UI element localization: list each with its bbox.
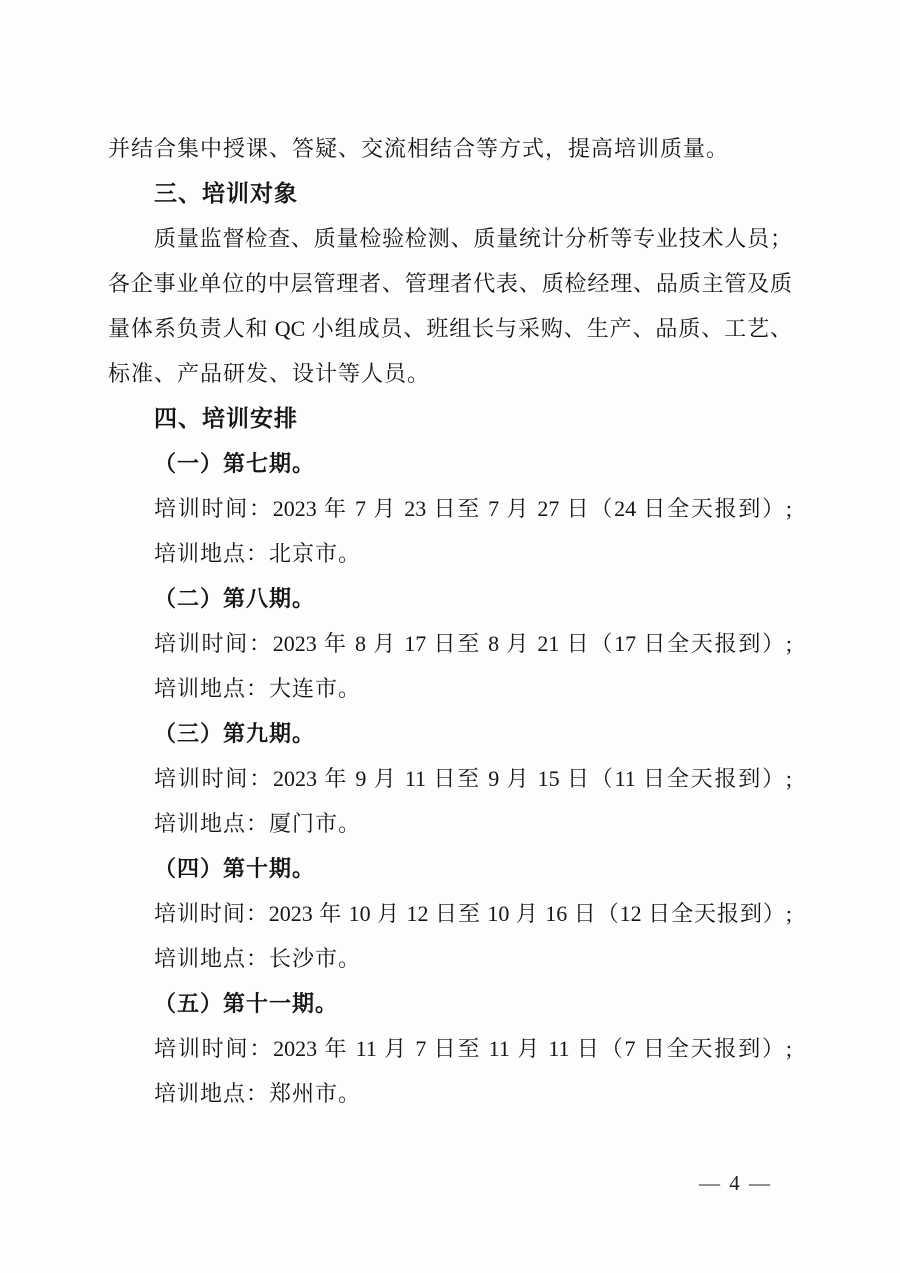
session-time: 培训时间：2023 年 8 月 17 日至 8 月 21 日（17 日全天报到）;: [154, 631, 792, 656]
paragraph-line: 量体系负责人和 QC 小组成员、班组长与采购、生产、品质、工艺、: [108, 316, 792, 341]
session-title: （二）第八期。: [154, 586, 316, 611]
session-time: 培训时间：2023 年 11 月 7 日至 11 月 11 日（7 日全天报到）;: [154, 1036, 792, 1061]
session-location: 培训地点：北京市。: [154, 541, 362, 566]
paragraph-continuation-line: 并结合集中授课、答疑、交流相结合等方式，提高培训质量。: [108, 136, 730, 161]
session-title: （四）第十期。: [154, 856, 316, 881]
page-number: — 4 —: [699, 1171, 772, 1195]
document-body: [108, 126, 792, 1116]
paragraph-line: 标准、产品研发、设计等人员。: [108, 361, 431, 386]
session-location: 培训地点：厦门市。: [154, 811, 362, 836]
session-time: 培训时间：2023 年 10 月 12 日至 10 月 16 日（12 日全天报到）;: [154, 901, 792, 926]
paragraph-line: 质量监督检查、质量检验检测、质量统计分析等专业技术人员；: [154, 226, 792, 251]
session-time: 培训时间：2023 年 9 月 11 日至 9 月 15 日（11 日全天报到）;: [154, 766, 792, 791]
session-time: 培训时间：2023 年 7 月 23 日至 7 月 27 日（24 日全天报到）;: [154, 496, 792, 521]
section-heading-training-schedule: 四、培训安排: [154, 405, 298, 431]
paragraph-line: 各企事业单位的中层管理者、管理者代表、质检经理、品质主管及质: [108, 271, 792, 296]
session-title: （三）第九期。: [154, 721, 316, 746]
session-location: 培训地点：大连市。: [154, 676, 362, 701]
session-title: （五）第十一期。: [154, 991, 339, 1016]
session-title: （一）第七期。: [154, 451, 316, 476]
section-heading-training-targets: 三、培训对象: [154, 180, 298, 206]
session-location: 培训地点：郑州市。: [154, 1081, 362, 1106]
session-location: 培训地点：长沙市。: [154, 946, 362, 971]
